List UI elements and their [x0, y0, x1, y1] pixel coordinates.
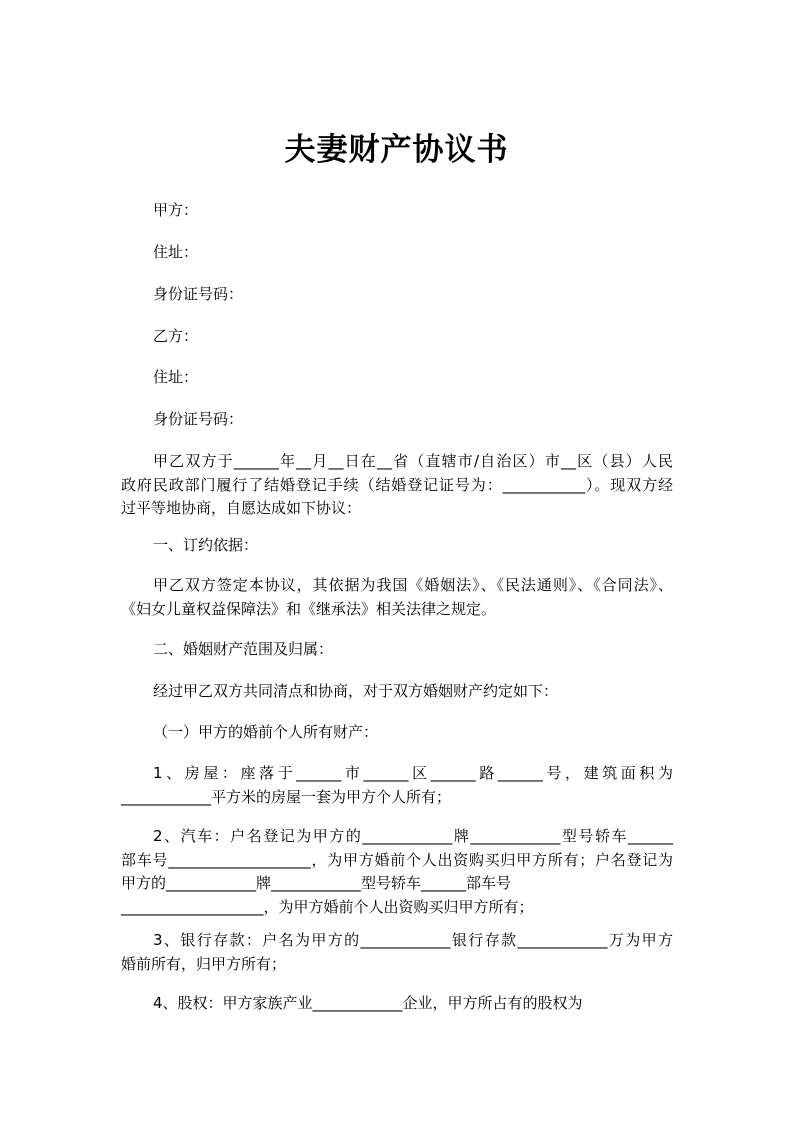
- item-2-line: 部车号___________________，为甲方婚前个人出资购买归甲方所有；户名登记为: [121, 850, 673, 869]
- party-a-address-label: 住址：: [153, 243, 199, 261]
- item-4-equity: [121, 992, 673, 1016]
- item-1-house: [121, 762, 673, 809]
- item-3-bank-deposit: [121, 929, 673, 976]
- item-2-line: 2、汽车：户名登记为甲方的____________牌____________型号轿车______: [153, 827, 673, 845]
- item-2-line: 甲方的____________牌____________型号轿车______部车号: [121, 874, 512, 892]
- party-a-label: 甲方：: [153, 201, 199, 219]
- intro-line: 政府民政部门履行了结婚登记手续（结婚登记证号为：___________）。现双方经: [121, 475, 673, 494]
- section-1-line: 甲乙双方签定本协议，其依据为我国《婚姻法》、《民法通则》、《合同法》、: [153, 576, 673, 594]
- subsection-1-heading: （一）甲方的婚前个人所有财产：: [153, 723, 379, 741]
- intro-paragraph: [121, 450, 673, 521]
- item-1-line: 1、房屋：座落于______市______区______路______号，建筑面积为: [153, 764, 673, 782]
- section-1-body: [121, 574, 673, 621]
- party-b-id-label: 身份证号码：: [153, 410, 244, 428]
- item-3-line: 3、银行存款：户名为甲方的____________银行存款____________万为甲方: [153, 931, 673, 949]
- item-2-line: ___________________，为甲方婚前个人出资购买归甲方所有；: [121, 897, 534, 916]
- item-3-line: 婚前所有，归甲方所有；: [121, 954, 287, 973]
- intro-line: 甲乙双方于______年__月__日在__省（直辖市/自治区）市__区（县）人民: [153, 452, 673, 470]
- intro-line: 过平等地协商，自愿达成如下协议：: [121, 499, 362, 517]
- section-2-heading: 二、婚姻财产范围及归属：: [153, 640, 334, 658]
- section-1-line: 《妇女儿童权益保障法》和《继承法》相关法律之规定。: [121, 599, 497, 618]
- item-2-car: [121, 825, 673, 919]
- item-1-line: ____________平方米的房屋一套为甲方个人所有；: [121, 787, 452, 806]
- party-b-address-label: 住址：: [153, 368, 199, 386]
- document-title: 夫妻财产协议书: [284, 132, 509, 168]
- party-a-id-label: 身份证号码：: [153, 285, 244, 303]
- section-1-heading: 一、订约依据：: [153, 536, 259, 554]
- item-4-line: 4、股权：甲方家族产业____________企业，甲方所占有的股权为: [153, 994, 583, 1012]
- section-2-intro: 经过甲乙双方共同清点和协商，对于双方婚姻财产约定如下：: [153, 682, 559, 700]
- party-b-label: 乙方：: [153, 327, 199, 345]
